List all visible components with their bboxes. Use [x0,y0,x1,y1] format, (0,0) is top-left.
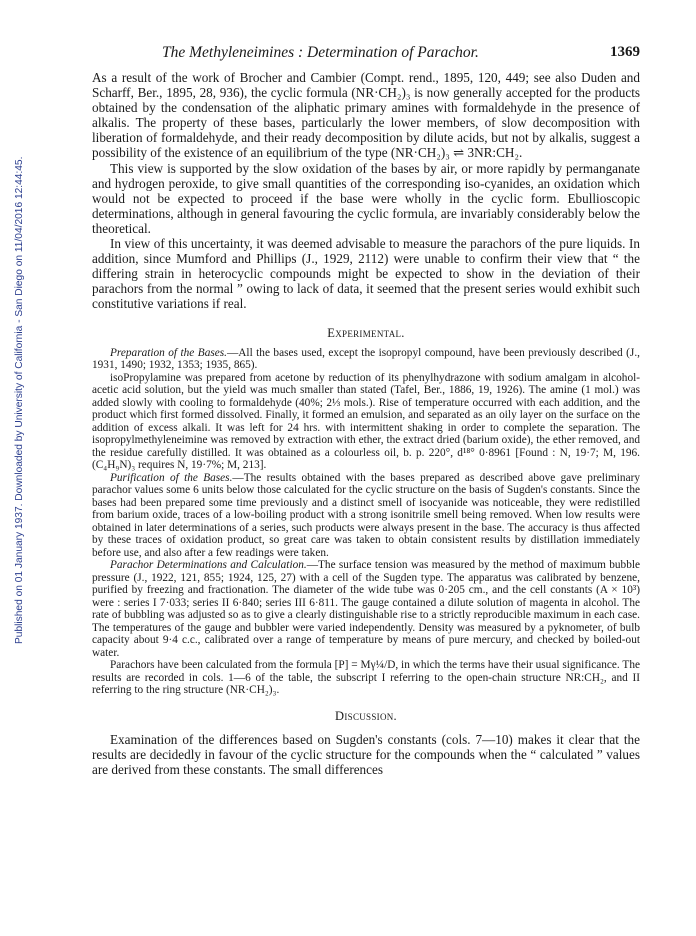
discussion-heading: Discussion. [335,708,397,723]
run-in-heading: Parachor Determinations and Calculation. [110,559,307,571]
download-watermark [14,95,27,655]
experimental-paragraph [92,372,640,472]
experimental-section [92,347,640,697]
intro-paragraph-3: In view of this uncertainty, it was deemed advisable to measure the parachors of the pure liquids. In addition, since Mumford and Phillips (J., 1929, 2112) were unable to confirm their view that “ the differing strain in heterocyclic compounds might be expected to show in the deviation of their parachors from the normal ” owing to lack of data, it seemed that the present series would exhibit such constitutive variations if real. [92,236,640,312]
download-watermark-text: Published on 01 January 1937. Downloaded by University of California - San Diego on 11/04/2016 12:44:45. [14,156,25,644]
experimental-paragraph [92,472,640,560]
run-in-heading: Purification of the Bases. [110,471,233,484]
page-header [92,44,640,64]
page-number: 1369 [610,44,640,60]
experimental-paragraph [92,659,640,697]
discussion-paragraph: Examination of the differences based on Sugden's constants (cols. 7—10) makes it clear that the results are decidedly in favour of the cyclic structure for the compounds when the “ calculated ” values are derived from these constants. The small differences [92,731,640,777]
introduction [92,70,640,312]
running-title: The Methyleneimines : Determination of Parachor. [162,44,479,61]
experimental-heading: Experimental. [327,325,405,340]
discussion-section [92,732,640,777]
intro-paragraph-1: As a result of the work of Brocher and Cambier (Compt. rend., 1895, 120, 449; see also Duden and Scharff, Ber., 1895, 28, 936), the cyclic formula (NR·CH₂)₃ is now generally accepted for the products obtained by the condensation of the aliphatic primary amines with formaldehyde in the presence of alkalis. The property of these bases, particularly the lower members, of slow decomposition with liberation of formaldehyde, and their ready decomposition by dilute acids, but not by alkalis, suggest a possibility of the existence of an equilibrium of the type (NR·CH₂)₃ ⇌ 3NR:CH₂. [92,70,640,161]
run-in-heading: Preparation of the Bases. [110,346,227,359]
intro-paragraph-2: This view is supported by the slow oxidation of the bases by air, or more rapidly by permanganate and hydrogen peroxide, to give small quantities of the corresponding iso-cyanides, an oxidation which would not be expected to proceed if the base were wholly in the cyclic form. Ebullioscopic determinations, although in general favouring the cyclic formula, are invariably considerably below the theoretical. [92,160,640,236]
paragraph-text: isoPropylamine was prepared from acetone by reduction of its phenylhydrazone with sodium amalgam in alcohol-acetic acid solution, but the yield was much smaller than stated (Tafel, Ber., 1886, 19, 1926). The amine (1 mol.) was added slowly with cooling to formaldehyde (40%; 2⅓ mols.). Rise of temperature occurred with each addition, and the product which first formed dissolved. Finally, it formed an emulsion, and separated as an oily layer on the surface on the addition of excess alkali. It was left for 24 hrs. with intermittent shaking in order to complete the separation. The isopropylmethyleneimine was removed by extraction with ether, the extract dried (barium oxide), the ether removed, and the residue carefully distilled. It was obtained as a colourless oil, b. p. 220°, d¹⁸° 0·8961 [Found : N, 19·7; M, 196. (C₄H₉N)₃ requires N, 19·7%; M, 213]. [92,371,640,471]
experimental-paragraph [92,559,640,659]
experimental-paragraph [92,347,640,372]
paragraph-text: —All the bases used, except the isopropyl compound, have been previously described (J., 1931, 1490; 1932, 1353; 1935, 865). [92,346,640,371]
article-body [92,70,640,777]
paragraph-text: —The surface tension was measured by the method of maximum bubble pressure (J., 1922, 121, 855; 1924, 125, 27) with a cell of the Sugden type. The apparatus was calibrated by benzene, purified by freezing and fractionation. The diameter of the wide tube was 0·205 cm., and the cell constants (A × 10³) were : series I 7·033; series II 6·840; series III 6·811. The gauge contained a dilute solution of magenta in alcohol. The rate of bubbling was adjusted so as to give a clearly distinguishable rise to a strictly reproducible maximum in each case. The temperatures of the gauge and bubbler were varied independently. Density was measured by a pyknometer, of bulb capacity about 9·4 c.c., calibrated over a range of temperature by means of pure mercury, and checked by boiled-out water. [92,559,640,659]
paragraph-text: —The results obtained with the bases prepared as described above gave preliminary parachor values some 6 units below those calculated for the cyclic structure on the basis of Sugden's constants. Since the bases had been prepared some time previously and a distinct smell of isocyanide was noticeable, they were redistilled from barium oxide, traces of a low-boiling product with a strong isonitrile smell being removed. When low results were obtained in later determinations of a series, such products were always present in the base. The accuracy is thus affected by these traces of oxidation product, so great care was taken to obtain consistent results by distillation immediately before use, and also after a few readings were taken. [92,471,640,559]
paragraph-text: Parachors have been calculated from the formula [P] = Mγ¼/D, in which the terms have their usual significance. The results are recorded in cols. 1—6 of the table, the subscript I referring to the open-chain structure NR:CH₂, and II referring to the ring structure (NR·CH₂)₃. [92,659,640,696]
